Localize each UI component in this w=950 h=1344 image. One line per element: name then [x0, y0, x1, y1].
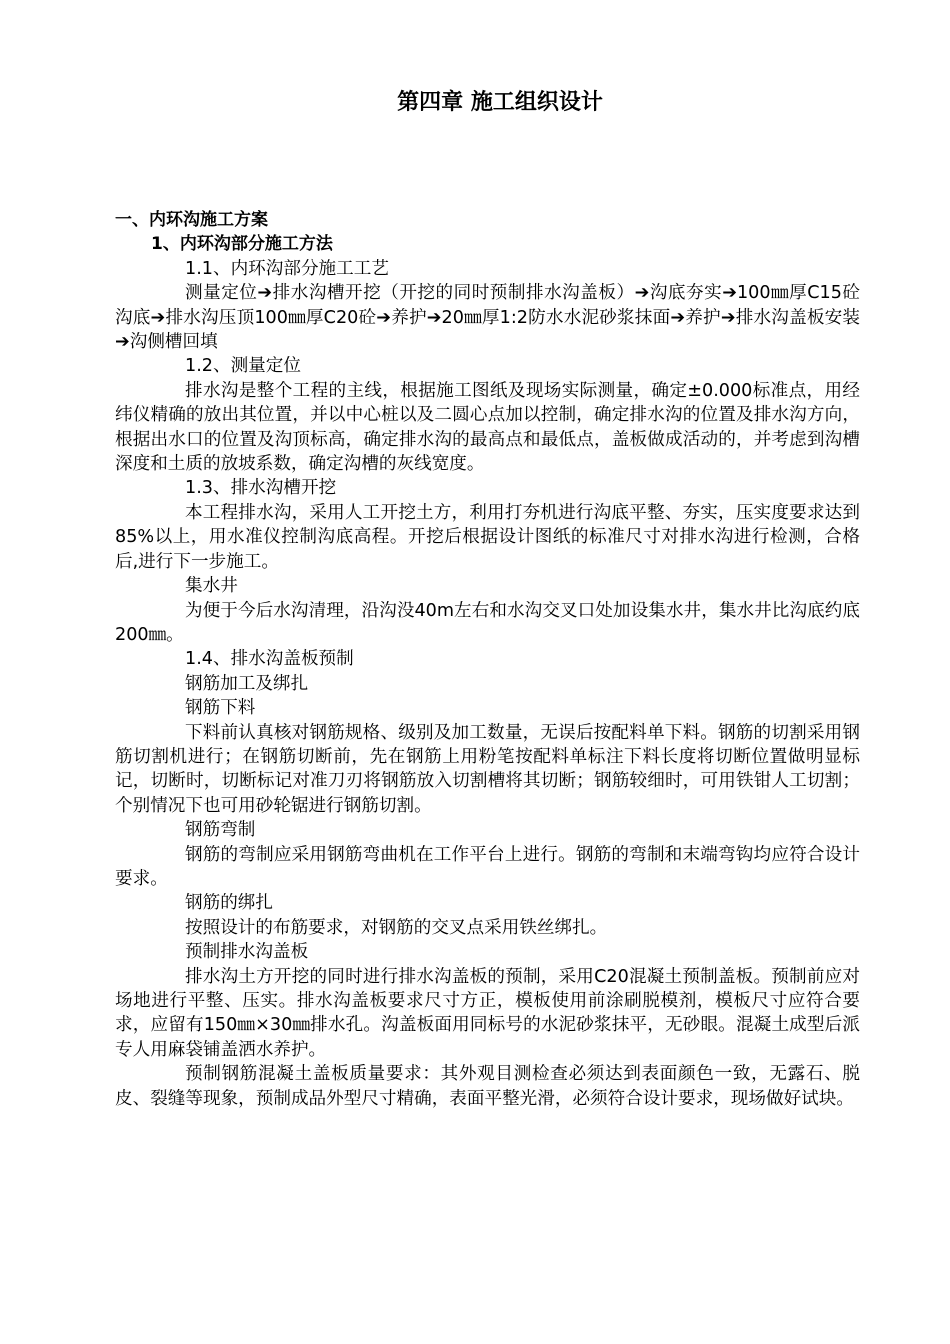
subheading: 1.1、内环沟部分施工工艺 [185, 258, 389, 279]
paragraph: 预制钢筋混凝土盖板质量要求：其外观目测检查必须达到表面颜色一致，无露石、脱皮、裂缝等现象，预制成品外型尺寸精确，表面平整光滑，必须符合设计要求，现场做好试块。 [115, 1064, 860, 1109]
subheading: 钢筋的绑扎 [185, 893, 273, 914]
subheading: 钢筋下料 [185, 698, 256, 719]
paragraph: 下料前认真核对钢筋规格、级别及加工数量，无误后按配料单下料。钢筋的切割采用钢筋切割机进行；在钢筋切断前，先在钢筋上用粉笔按配料单标注下料长度将切断位置做明显标记，切断时，切断标记对准刀刃将钢筋放入切割槽将其切断；钢筋较细时，可用铁钳人工切割；个别情况下也可用砂轮锯进行钢筋切割。 [115, 722, 860, 816]
chapter-title: 第四章 施工组织设计 [397, 90, 603, 115]
paragraph: 排水沟土方开挖的同时进行排水沟盖板的预制，采用C20混凝土预制盖板。预制前应对场地进行平整、压实。排水沟盖板要求尺寸方正，模板使用前涂刷脱模剂，模板尺寸应符合要求，应留有150㎜×30㎜排水孔。沟盖板面用同标号的水泥砂浆抹平，无砂眼。混凝土成型后派专人用麻袋铺盖洒水养护。 [115, 966, 860, 1060]
subheading: 1.3、排水沟槽开挖 [185, 478, 337, 499]
subsection-heading: 1、内环沟部分施工方法 [151, 234, 333, 255]
subheading: 1.2、测量定位 [185, 356, 301, 377]
subheading: 钢筋弯制 [185, 820, 256, 841]
subheading: 预制排水沟盖板 [185, 942, 309, 963]
paragraph: 为便于今后水沟清理，沿沟没40m左右和水沟交叉口处加设集水井，集水井比沟底约底200㎜。 [115, 600, 860, 645]
paragraph: 本工程排水沟，采用人工开挖土方，利用打夯机进行沟底平整、夯实，压实度要求达到85%以上，用水准仪控制沟底高程。开挖后根据设计图纸的标准尺寸对排水沟进行检测，合格后,进行下一步施工。 [115, 502, 860, 572]
paragraph: 按照设计的布筋要求，对钢筋的交叉点采用铁丝绑扎。 [185, 917, 608, 938]
subheading: 1.4、排水沟盖板预制 [185, 649, 354, 670]
subheading: 钢筋加工及绑扎 [185, 673, 309, 694]
subheading: 集水井 [185, 576, 238, 597]
section-heading: 一、内环沟施工方案 [115, 210, 268, 230]
paragraph: 测量定位➔排水沟槽开挖（开挖的同时预制排水沟盖板）➔沟底夯实➔100㎜厚C15砼沟底➔排水沟压顶100㎜厚C20砼➔养护➔20㎜厚1:2防水水泥砂浆抹面➔养护➔排水沟盖板安装➔沟侧槽回填 [115, 283, 860, 353]
paragraph: 排水沟是整个工程的主线，根据施工图纸及现场实际测量，确定±0.000标准点，用经纬仪精确的放出其位置，并以中心桩以及二圆心点加以控制，确定排水沟的位置及排水沟方向，根据出水口的位置及沟顶标高，确定排水沟的最高点和最低点，盖板做成活动的，并考虑到沟槽深度和土质的放坡系数，确定沟槽的灰线宽度。 [115, 380, 860, 475]
document-body [115, 257, 860, 1111]
paragraph: 钢筋的弯制应采用钢筋弯曲机在工作平台上进行。钢筋的弯制和末端弯钩均应符合设计要求。 [115, 844, 860, 889]
